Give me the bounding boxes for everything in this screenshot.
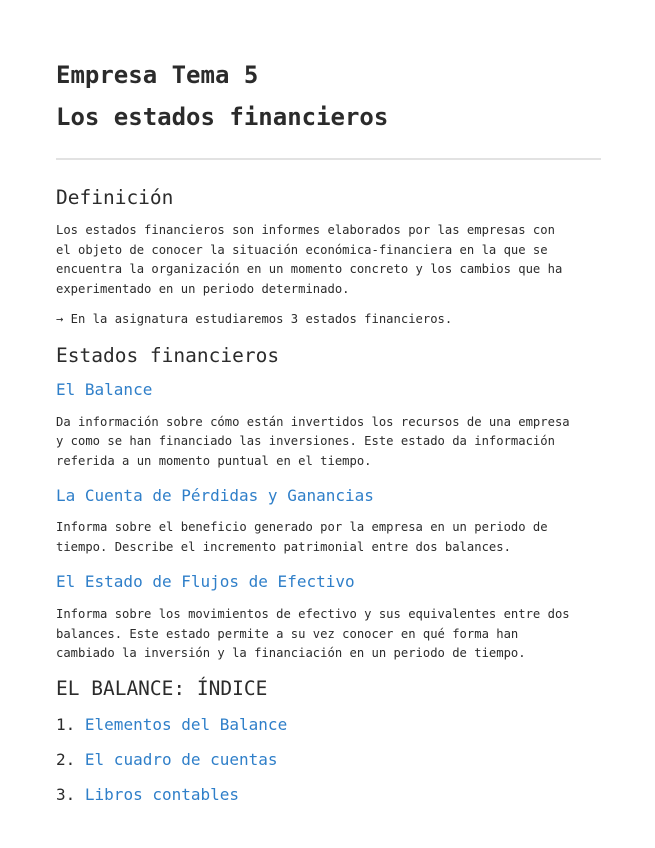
indice-item-link[interactable]: Elementos del Balance [84, 714, 288, 734]
estado-flujos-title[interactable]: El Estado de Flujos de Efectivo [56, 572, 355, 591]
estados-heading: Estados financieros [56, 343, 280, 367]
indice-item-link[interactable]: El cuadro de cuentas [84, 749, 278, 769]
definicion-line: Los estados financieros son informes elaborados por las empresas con [56, 223, 555, 237]
estado-pyg-text [56, 518, 601, 557]
document [56, 54, 601, 806]
definicion-note-text: → En la asignatura estudiaremos 3 estados financieros. [56, 312, 453, 326]
estado-flujos-text [56, 605, 601, 664]
page-title [56, 54, 601, 138]
title-divider [56, 158, 601, 160]
indice-item-number: 3. [56, 784, 76, 804]
estado-pyg-line: tiempo. Describe el incremento patrimonial entre dos balances. [56, 539, 511, 554]
definicion-line: experimentado en un periodo determinado. [56, 281, 350, 296]
estado-flujos-line: balances. Este estado permite a su vez conocer en qué forma han [56, 626, 519, 641]
definicion-paragraph [56, 221, 601, 299]
page-title-line-2: Los estados financieros [56, 103, 389, 131]
estado-balance-line: y como se han financiado las inversiones. Este estado da información [56, 434, 555, 448]
estado-flujos-line: cambiado la inversión y la financiación en un periodo de tiempo. [56, 646, 526, 660]
estado-balance-line: Da información sobre cómo están invertidos los recursos de una empresa [56, 414, 570, 429]
indice-heading: EL BALANCE: ÍNDICE [56, 676, 268, 700]
estado-pyg-line: Informa sobre el beneficio generado por la empresa en un periodo de [56, 520, 548, 534]
definicion-line: el objeto de conocer la situación económica-financiera en la que se [56, 242, 548, 257]
indice-item-number: 2. [56, 749, 76, 769]
page-title-line-1: Empresa Tema 5 [56, 61, 259, 89]
indice-item [56, 714, 601, 736]
definicion-note [56, 310, 601, 330]
estado-balance-line: referida a un momento puntual en el tiempo. [56, 453, 372, 468]
indice-item-number: 1. [56, 714, 76, 734]
estado-pyg-title[interactable]: La Cuenta de Pérdidas y Ganancias [56, 486, 374, 505]
indice-item [56, 749, 601, 771]
estado-flujos-line: Informa sobre los movimientos de efectivo y sus equivalentes entre dos [56, 607, 570, 621]
indice-item-link[interactable]: Libros contables [84, 784, 240, 804]
estado-balance-title[interactable]: El Balance [56, 379, 153, 399]
estado-balance-text [56, 413, 601, 472]
definicion-line: encuentra la organización en un momento concreto y los cambios que ha [56, 262, 563, 276]
indice-item [56, 784, 601, 806]
definicion-heading: Definición [56, 186, 174, 209]
